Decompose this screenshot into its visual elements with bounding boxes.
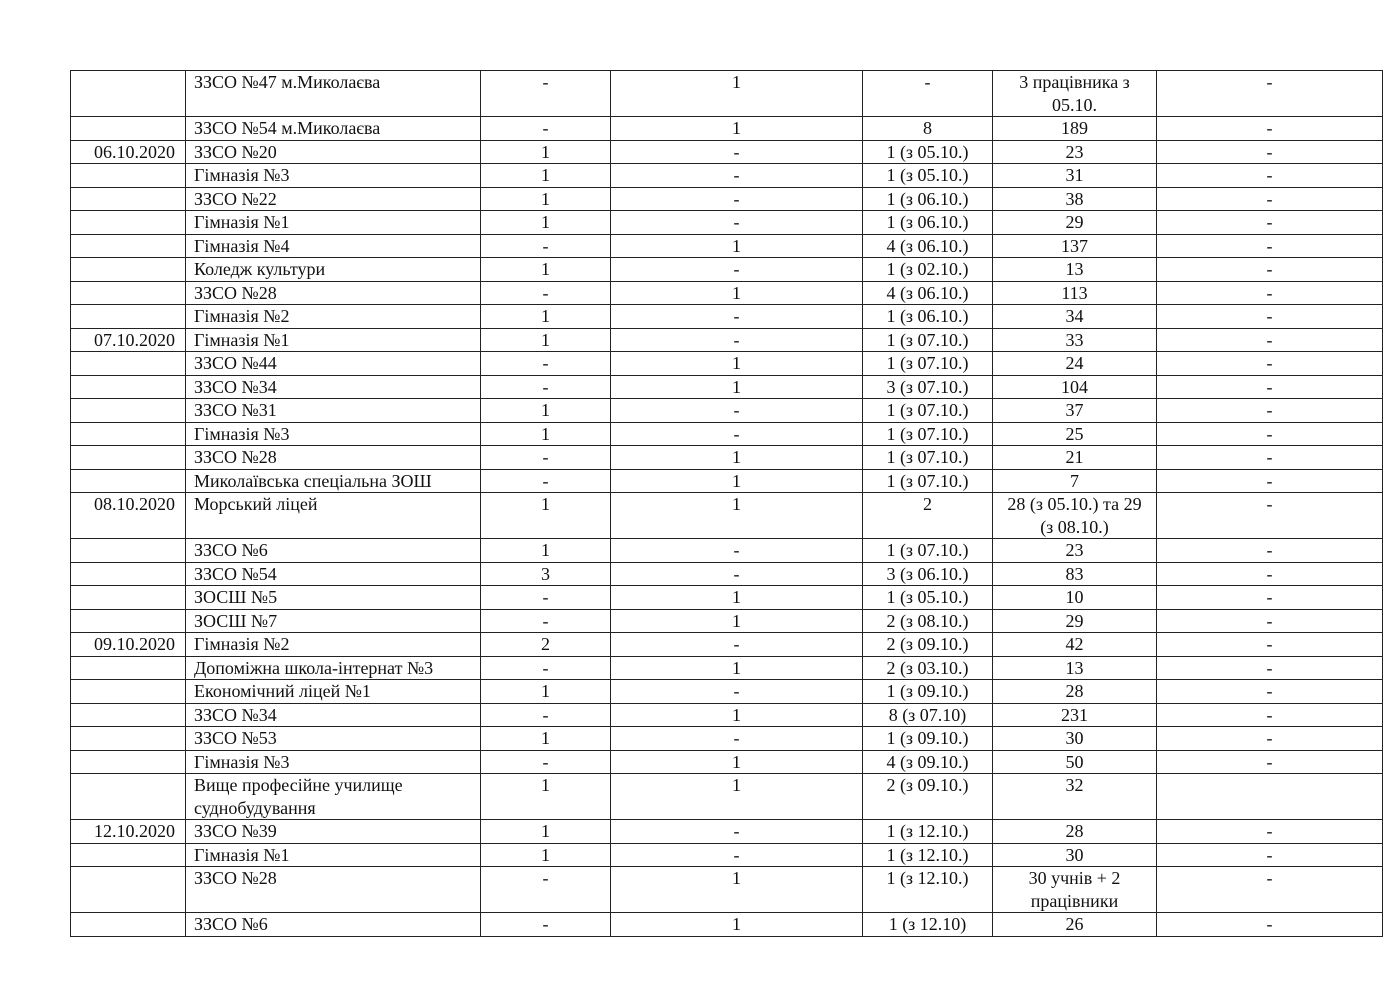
value-cell-1: 1: [481, 820, 611, 844]
school-cell: Допоміжна школа-інтернат №3: [186, 656, 481, 680]
date-cell: [71, 703, 186, 727]
value-cell-2: -: [611, 727, 863, 751]
value-cell-1: -: [481, 469, 611, 493]
date-cell: [71, 164, 186, 188]
value-cell-4: 104: [993, 375, 1157, 399]
value-cell-4: 33: [993, 328, 1157, 352]
value-cell-3: 8: [863, 117, 993, 141]
school-cell: Морський ліцей: [186, 493, 481, 539]
table-row: [71, 211, 1383, 235]
value-cell-5: -: [1157, 820, 1383, 844]
value-cell-5: -: [1157, 586, 1383, 610]
value-cell-4: 37: [993, 399, 1157, 423]
value-cell-2: -: [611, 164, 863, 188]
value-cell-5: -: [1157, 656, 1383, 680]
value-cell-2: -: [611, 258, 863, 282]
value-cell-3: 8 (з 07.10): [863, 703, 993, 727]
value-cell-2: 1: [611, 117, 863, 141]
value-cell-2: 1: [611, 71, 863, 117]
value-cell-3: 1 (з 09.10.): [863, 680, 993, 704]
table-row: [71, 399, 1383, 423]
value-cell-5: -: [1157, 328, 1383, 352]
value-cell-2: -: [611, 633, 863, 657]
table-row: [71, 656, 1383, 680]
date-cell: [71, 446, 186, 470]
value-cell-4: 24: [993, 352, 1157, 376]
school-cell: ЗЗСО №34: [186, 375, 481, 399]
value-cell-2: -: [611, 562, 863, 586]
value-cell-3: 3 (з 06.10.): [863, 562, 993, 586]
date-cell: [71, 609, 186, 633]
value-cell-3: 4 (з 09.10.): [863, 750, 993, 774]
value-cell-5: -: [1157, 469, 1383, 493]
value-cell-5: -: [1157, 258, 1383, 282]
value-cell-1: 1: [481, 211, 611, 235]
value-cell-4: 28: [993, 820, 1157, 844]
school-cell: ЗЗСО №6: [186, 539, 481, 563]
school-cell: ЗЗСО №39: [186, 820, 481, 844]
value-cell-3: 1 (з 05.10.): [863, 140, 993, 164]
value-cell-5: -: [1157, 446, 1383, 470]
value-cell-4: 29: [993, 211, 1157, 235]
value-cell-1: 1: [481, 399, 611, 423]
table-row: [71, 750, 1383, 774]
value-cell-3: 3 (з 07.10.): [863, 375, 993, 399]
value-cell-1: 1: [481, 305, 611, 329]
value-cell-5: -: [1157, 703, 1383, 727]
date-cell: [71, 399, 186, 423]
date-cell: [71, 211, 186, 235]
date-cell: [71, 305, 186, 329]
value-cell-2: -: [611, 399, 863, 423]
date-cell: [71, 281, 186, 305]
table-row: [71, 867, 1383, 913]
value-cell-4: 30: [993, 727, 1157, 751]
value-cell-1: -: [481, 117, 611, 141]
school-cell: Економічний ліцей №1: [186, 680, 481, 704]
value-cell-5: -: [1157, 305, 1383, 329]
school-cell: ЗЗСО №20: [186, 140, 481, 164]
value-cell-1: 1: [481, 422, 611, 446]
value-cell-2: 1: [611, 469, 863, 493]
value-cell-3: 4 (з 06.10.): [863, 234, 993, 258]
table-row: [71, 422, 1383, 446]
value-cell-2: -: [611, 211, 863, 235]
table-row: [71, 843, 1383, 867]
value-cell-3: 1 (з 02.10.): [863, 258, 993, 282]
school-cell: ЗЗСО №28: [186, 867, 481, 913]
date-cell: [71, 539, 186, 563]
value-cell-1: -: [481, 656, 611, 680]
value-cell-1: -: [481, 446, 611, 470]
value-cell-3: 2: [863, 493, 993, 539]
value-cell-2: 1: [611, 774, 863, 820]
value-cell-5: -: [1157, 750, 1383, 774]
school-cell: Гімназія №4: [186, 234, 481, 258]
date-cell: [71, 774, 186, 820]
value-cell-2: 1: [611, 493, 863, 539]
table-row: [71, 305, 1383, 329]
value-cell-3: 1 (з 07.10.): [863, 422, 993, 446]
date-cell: [71, 586, 186, 610]
value-cell-2: 1: [611, 375, 863, 399]
value-cell-2: -: [611, 305, 863, 329]
value-cell-3: 1 (з 07.10.): [863, 328, 993, 352]
value-cell-3: 2 (з 08.10.): [863, 609, 993, 633]
school-cell: ЗЗСО №22: [186, 187, 481, 211]
value-cell-3: 1 (з 05.10.): [863, 586, 993, 610]
date-cell: [71, 867, 186, 913]
value-cell-1: 1: [481, 187, 611, 211]
value-cell-4: 31: [993, 164, 1157, 188]
value-cell-4: 3 працівника з 05.10.: [993, 71, 1157, 117]
school-cell: Гімназія №1: [186, 328, 481, 352]
table-row: [71, 703, 1383, 727]
date-cell: [71, 562, 186, 586]
value-cell-5: -: [1157, 211, 1383, 235]
date-cell: 07.10.2020: [71, 328, 186, 352]
table-row: [71, 774, 1383, 820]
value-cell-5: -: [1157, 117, 1383, 141]
table-row: [71, 187, 1383, 211]
value-cell-3: 2 (з 09.10.): [863, 774, 993, 820]
value-cell-5: -: [1157, 727, 1383, 751]
value-cell-2: 1: [611, 609, 863, 633]
table-row: [71, 140, 1383, 164]
table-row: [71, 609, 1383, 633]
value-cell-1: 1: [481, 164, 611, 188]
table-row: [71, 281, 1383, 305]
value-cell-1: -: [481, 352, 611, 376]
value-cell-2: 1: [611, 352, 863, 376]
date-cell: [71, 750, 186, 774]
value-cell-5: -: [1157, 867, 1383, 913]
value-cell-5: -: [1157, 71, 1383, 117]
value-cell-4: 50: [993, 750, 1157, 774]
table-row: [71, 234, 1383, 258]
school-cell: ЗЗСО №54 м.Миколаєва: [186, 117, 481, 141]
school-cell: ЗЗСО №44: [186, 352, 481, 376]
date-cell: [71, 71, 186, 117]
value-cell-2: 1: [611, 867, 863, 913]
value-cell-2: 1: [611, 586, 863, 610]
table-body: [71, 71, 1383, 937]
value-cell-2: 1: [611, 703, 863, 727]
value-cell-3: 1 (з 06.10.): [863, 211, 993, 235]
value-cell-4: 83: [993, 562, 1157, 586]
value-cell-3: 1 (з 06.10.): [863, 187, 993, 211]
date-cell: [71, 913, 186, 937]
value-cell-3: 2 (з 09.10.): [863, 633, 993, 657]
table-row: [71, 727, 1383, 751]
value-cell-5: -: [1157, 562, 1383, 586]
value-cell-4: 29: [993, 609, 1157, 633]
date-cell: [71, 187, 186, 211]
table-row: [71, 633, 1383, 657]
value-cell-5: -: [1157, 187, 1383, 211]
value-cell-4: 38: [993, 187, 1157, 211]
value-cell-4: 189: [993, 117, 1157, 141]
value-cell-1: -: [481, 281, 611, 305]
date-cell: [71, 234, 186, 258]
value-cell-4: 23: [993, 140, 1157, 164]
date-cell: [71, 375, 186, 399]
value-cell-5: -: [1157, 164, 1383, 188]
school-cell: ЗЗСО №53: [186, 727, 481, 751]
value-cell-5: -: [1157, 140, 1383, 164]
value-cell-2: 1: [611, 750, 863, 774]
value-cell-4: 10: [993, 586, 1157, 610]
value-cell-2: 1: [611, 446, 863, 470]
value-cell-5: -: [1157, 234, 1383, 258]
value-cell-5: -: [1157, 913, 1383, 937]
school-cell: Гімназія №2: [186, 633, 481, 657]
school-cell: ЗОСШ №5: [186, 586, 481, 610]
date-cell: [71, 843, 186, 867]
value-cell-2: -: [611, 140, 863, 164]
date-cell: 06.10.2020: [71, 140, 186, 164]
value-cell-4: 30 учнів + 2 працівники: [993, 867, 1157, 913]
value-cell-5: -: [1157, 352, 1383, 376]
date-cell: 09.10.2020: [71, 633, 186, 657]
value-cell-1: -: [481, 234, 611, 258]
value-cell-2: 1: [611, 656, 863, 680]
date-cell: [71, 258, 186, 282]
value-cell-1: 1: [481, 774, 611, 820]
value-cell-5: -: [1157, 493, 1383, 539]
date-cell: 08.10.2020: [71, 493, 186, 539]
school-cell: Коледж культури: [186, 258, 481, 282]
value-cell-1: 1: [481, 328, 611, 352]
date-cell: [71, 656, 186, 680]
table-row: [71, 352, 1383, 376]
table-row: [71, 328, 1383, 352]
value-cell-2: 1: [611, 913, 863, 937]
date-cell: [71, 727, 186, 751]
value-cell-3: 1 (з 07.10.): [863, 469, 993, 493]
value-cell-2: 1: [611, 234, 863, 258]
date-cell: [71, 117, 186, 141]
value-cell-1: -: [481, 750, 611, 774]
value-cell-4: 25: [993, 422, 1157, 446]
value-cell-3: 1 (з 06.10.): [863, 305, 993, 329]
table-row: [71, 164, 1383, 188]
date-cell: 12.10.2020: [71, 820, 186, 844]
value-cell-2: -: [611, 328, 863, 352]
value-cell-1: -: [481, 586, 611, 610]
school-cell: Гімназія №3: [186, 422, 481, 446]
value-cell-3: -: [863, 71, 993, 117]
value-cell-5: -: [1157, 399, 1383, 423]
value-cell-2: -: [611, 680, 863, 704]
school-cell: ЗЗСО №28: [186, 281, 481, 305]
value-cell-4: 26: [993, 913, 1157, 937]
table-row: [71, 562, 1383, 586]
value-cell-1: 1: [481, 258, 611, 282]
value-cell-3: 1 (з 07.10.): [863, 399, 993, 423]
value-cell-1: -: [481, 71, 611, 117]
value-cell-2: -: [611, 539, 863, 563]
value-cell-4: 231: [993, 703, 1157, 727]
value-cell-5: -: [1157, 281, 1383, 305]
value-cell-1: -: [481, 375, 611, 399]
value-cell-4: 13: [993, 656, 1157, 680]
date-cell: [71, 352, 186, 376]
covid-cases-table: [70, 70, 1383, 937]
value-cell-4: 137: [993, 234, 1157, 258]
value-cell-1: -: [481, 913, 611, 937]
table-row: [71, 446, 1383, 470]
table-row: [71, 258, 1383, 282]
school-cell: ЗЗСО №31: [186, 399, 481, 423]
table-row: [71, 469, 1383, 493]
table-row: [71, 680, 1383, 704]
value-cell-1: 2: [481, 633, 611, 657]
school-cell: Гімназія №3: [186, 750, 481, 774]
value-cell-3: 1 (з 07.10.): [863, 446, 993, 470]
value-cell-1: 1: [481, 680, 611, 704]
value-cell-4: 28: [993, 680, 1157, 704]
value-cell-4: 7: [993, 469, 1157, 493]
value-cell-1: 1: [481, 493, 611, 539]
value-cell-3: 4 (з 06.10.): [863, 281, 993, 305]
value-cell-5: -: [1157, 843, 1383, 867]
value-cell-1: -: [481, 867, 611, 913]
table-row: [71, 913, 1383, 937]
school-cell: ЗЗСО №47 м.Миколаєва: [186, 71, 481, 117]
school-cell: ЗЗСО №54: [186, 562, 481, 586]
value-cell-3: 1 (з 12.10.): [863, 867, 993, 913]
value-cell-4: 21: [993, 446, 1157, 470]
value-cell-1: 1: [481, 140, 611, 164]
value-cell-4: 34: [993, 305, 1157, 329]
value-cell-5: -: [1157, 539, 1383, 563]
table-row: [71, 539, 1383, 563]
value-cell-2: -: [611, 422, 863, 446]
value-cell-5: [1157, 774, 1383, 820]
table-row: [71, 820, 1383, 844]
school-cell: Гімназія №2: [186, 305, 481, 329]
value-cell-2: -: [611, 843, 863, 867]
value-cell-3: 1 (з 07.10.): [863, 352, 993, 376]
value-cell-2: -: [611, 820, 863, 844]
value-cell-4: 113: [993, 281, 1157, 305]
school-cell: ЗОСШ №7: [186, 609, 481, 633]
school-cell: ЗЗСО №28: [186, 446, 481, 470]
value-cell-5: -: [1157, 375, 1383, 399]
value-cell-4: 32: [993, 774, 1157, 820]
value-cell-1: -: [481, 703, 611, 727]
value-cell-5: -: [1157, 422, 1383, 446]
school-cell: ЗЗСО №34: [186, 703, 481, 727]
table-row: [71, 71, 1383, 117]
value-cell-5: -: [1157, 680, 1383, 704]
value-cell-1: -: [481, 609, 611, 633]
value-cell-5: -: [1157, 633, 1383, 657]
value-cell-3: 1 (з 09.10.): [863, 727, 993, 751]
table-row: [71, 493, 1383, 539]
value-cell-3: 1 (з 12.10.): [863, 843, 993, 867]
value-cell-4: 13: [993, 258, 1157, 282]
value-cell-1: 3: [481, 562, 611, 586]
value-cell-1: 1: [481, 727, 611, 751]
school-cell: Гімназія №1: [186, 843, 481, 867]
value-cell-4: 23: [993, 539, 1157, 563]
date-cell: [71, 422, 186, 446]
value-cell-3: 2 (з 03.10.): [863, 656, 993, 680]
value-cell-1: 1: [481, 843, 611, 867]
value-cell-1: 1: [481, 539, 611, 563]
table-row: [71, 117, 1383, 141]
value-cell-5: -: [1157, 609, 1383, 633]
school-cell: Вище професійне училище суднобудування: [186, 774, 481, 820]
value-cell-4: 42: [993, 633, 1157, 657]
value-cell-3: 1 (з 12.10.): [863, 820, 993, 844]
date-cell: [71, 680, 186, 704]
value-cell-3: 1 (з 05.10.): [863, 164, 993, 188]
value-cell-2: -: [611, 187, 863, 211]
date-cell: [71, 469, 186, 493]
value-cell-2: 1: [611, 281, 863, 305]
value-cell-4: 28 (з 05.10.) та 29 (з 08.10.): [993, 493, 1157, 539]
school-cell: ЗЗСО №6: [186, 913, 481, 937]
value-cell-3: 1 (з 07.10.): [863, 539, 993, 563]
value-cell-4: 30: [993, 843, 1157, 867]
school-cell: Гімназія №1: [186, 211, 481, 235]
table-row: [71, 586, 1383, 610]
school-cell: Миколаївська спеціальна ЗОШ: [186, 469, 481, 493]
value-cell-3: 1 (з 12.10): [863, 913, 993, 937]
school-cell: Гімназія №3: [186, 164, 481, 188]
table-row: [71, 375, 1383, 399]
